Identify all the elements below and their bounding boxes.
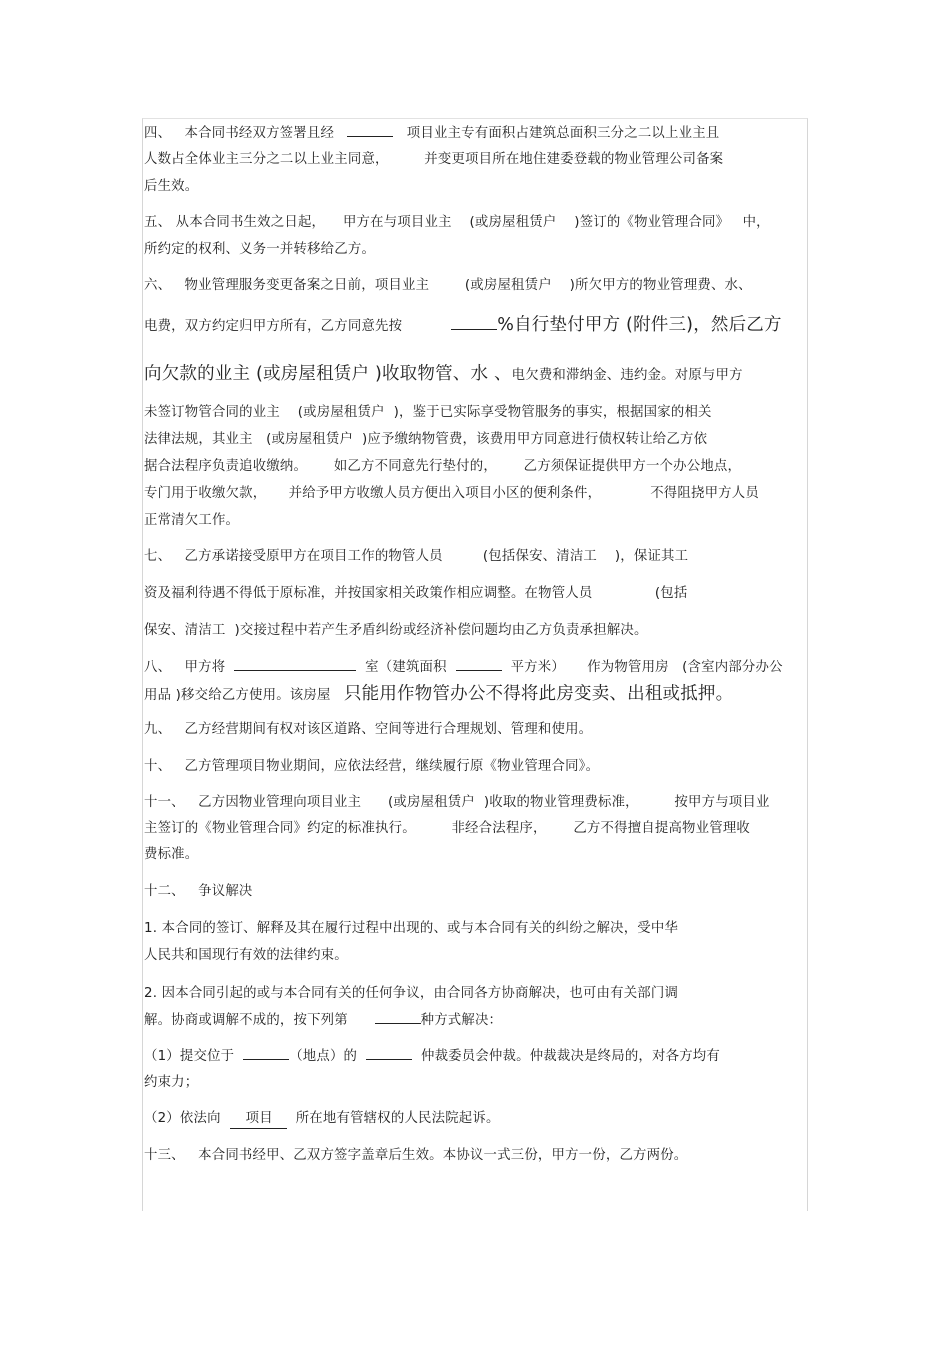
blank-field[interactable]	[375, 1011, 421, 1024]
option-2-text-b: 所在地有管辖权的人民法院起诉。	[295, 1111, 500, 1126]
clause-7-line-1: 七、 乙方承诺接受原甲方在项目工作的物管人员 (包括保安、清洁工 )，保证其工	[144, 549, 689, 564]
blank-field[interactable]	[456, 658, 502, 671]
clause-6-line-3	[144, 362, 743, 386]
clause-12-p1-line-1: 1. 本合同的签订、解释及其在履行过程中出现的、或与本合同有关的纠纷之解决，受中华	[144, 921, 679, 936]
blank-field[interactable]	[347, 124, 393, 137]
clause-11-line-1: 十一、 乙方因物业管理向项目业主 (或房屋租赁户 )收取的物业管理费标准， 按甲方与项目业	[144, 795, 770, 810]
blank-field[interactable]	[451, 317, 497, 330]
clause-4-line-2: 人数占全体业主三分之二以上业主同意， 并变更项目所在地住建委登载的物业管理公司备案	[144, 152, 724, 167]
clause-12-option-1-line-1	[144, 1047, 720, 1066]
clause-6-line-8: 正常清欠工作。	[144, 513, 240, 528]
option-1-text-c: 仲裁委员会仲裁。仲裁裁决是终局的，对各方均有	[420, 1049, 720, 1064]
clause-8-line-2	[144, 682, 733, 706]
clause-7-line-2: 资及福利待遇不得低于原标准，并按国家相关政策作相应调整。在物管人员 (包括	[144, 586, 688, 601]
clause-6-text-b: %自行垫付甲方 (附件三)，然后乙方	[497, 315, 782, 335]
clause-9: 九、 乙方经营期间有权对该区道路、空间等进行合理规划、管理和使用。	[144, 722, 593, 737]
clause-6-text-d: 电欠费和滞纳金、违约金。对原与甲方	[511, 368, 743, 383]
clause-12-option-2	[144, 1110, 500, 1129]
clause-12-p2-line-2	[144, 1011, 502, 1030]
option-2-text-a: （2）依法向	[144, 1111, 221, 1126]
option-1-text-a: （1）提交位于	[144, 1049, 235, 1064]
clause-4-text-b: 项目业主专有面积占建筑总面积三分之二以上业主且	[406, 126, 720, 141]
clause-11-line-3: 费标准。	[144, 847, 199, 862]
clause-6-line-7: 专门用于收缴欠款， 并给予甲方收缴人员方便出入项目小区的便利条件， 不得阻挠甲方人员	[144, 486, 759, 501]
clause-8-text-b: 室（建筑面积	[365, 660, 447, 675]
clause-8-text-d: 用品 )移交给乙方使用。该房屋	[144, 688, 331, 703]
clause-5-line-2: 所约定的权利、义务一并转移给乙方。	[144, 242, 376, 257]
clause-6-line-6: 据合法程序负责追收缴纳。 如乙方不同意先行垫付的， 乙方须保证提供甲方一个办公地点，	[144, 459, 742, 474]
clause-12-p1-line-2: 人民共和国现行有效的法律约束。	[144, 948, 348, 963]
clause-4-text-a: 四、 本合同书经双方签署且经	[144, 126, 335, 141]
clause-12-text-b: 种方式解决：	[420, 1013, 503, 1028]
court-location-field[interactable]: 项目	[230, 1110, 287, 1129]
clause-12-text-a: 解。协商或调解不成的，按下列第	[144, 1013, 348, 1028]
clause-8-text-a: 八、 甲方将	[144, 660, 226, 675]
clause-12-p2-line-1: 2. 因本合同引起的或与本合同有关的任何争议，由合同各方协商解决，也可由有关部门调	[144, 986, 679, 1001]
clause-4-line-1	[144, 124, 719, 143]
clause-12-title: 十二、 争议解决	[144, 884, 253, 899]
clause-8-text-c: 平方米） 作为物管用房 (含室内部分办公	[510, 660, 783, 675]
blank-field[interactable]	[243, 1047, 289, 1060]
clause-5-line-1: 五、 从本合同书生效之日起， 甲方在与项目业主 (或房屋租赁户 )签订的《物业管理合同》 中，	[144, 215, 770, 230]
option-1-text-b: （地点）的	[289, 1049, 358, 1064]
clause-6-line-2	[144, 313, 782, 337]
clause-10: 十、 乙方管理项目物业期间，应依法经营，继续履行原《物业管理合同》。	[144, 759, 600, 774]
clause-7-line-3: 保安、清洁工 )交接过程中若产生矛盾纠纷或经济补偿问题均由乙方负责承担解决。	[144, 623, 648, 638]
clause-6-text-c: 向欠款的业主 (或房屋租赁户 )收取物管、水 、	[144, 364, 512, 384]
clause-11-line-2: 主签订的《物业管理合同》约定的标准执行。 非经合法程序， 乙方不得擅自提高物业管理收	[144, 821, 751, 836]
clause-6-text-a: 电费，双方约定归甲方所有，乙方同意先按	[144, 319, 403, 334]
clause-6-line-5: 法律法规，其业主 (或房屋租赁户 )应予缴纳物管费，该费用甲方同意进行债权转让给乙方依	[144, 432, 708, 447]
clause-8-line-1	[144, 658, 783, 677]
clause-13: 十三、 本合同书经甲、乙双方签字盖章后生效。本协议一式三份，甲方一份，乙方两份。	[144, 1148, 688, 1163]
clause-4-line-3: 后生效。	[144, 179, 199, 194]
blank-field[interactable]	[366, 1047, 412, 1060]
clause-6-line-1: 六、 物业管理服务变更备案之日前，项目业主 (或房屋租赁户 )所欠甲方的物业管理费、水、	[144, 278, 752, 293]
clause-8-text-e: 只能用作物管办公不得将此房变卖、出租或抵押。	[343, 684, 734, 704]
clause-6-line-4: 未签订物管合同的业主 (或房屋租赁户 )，鉴于已实际享受物管服务的事实，根据国家的相关	[144, 405, 712, 420]
clause-12-option-1-line-2: 约束力；	[144, 1075, 199, 1090]
blank-field[interactable]	[234, 658, 356, 671]
